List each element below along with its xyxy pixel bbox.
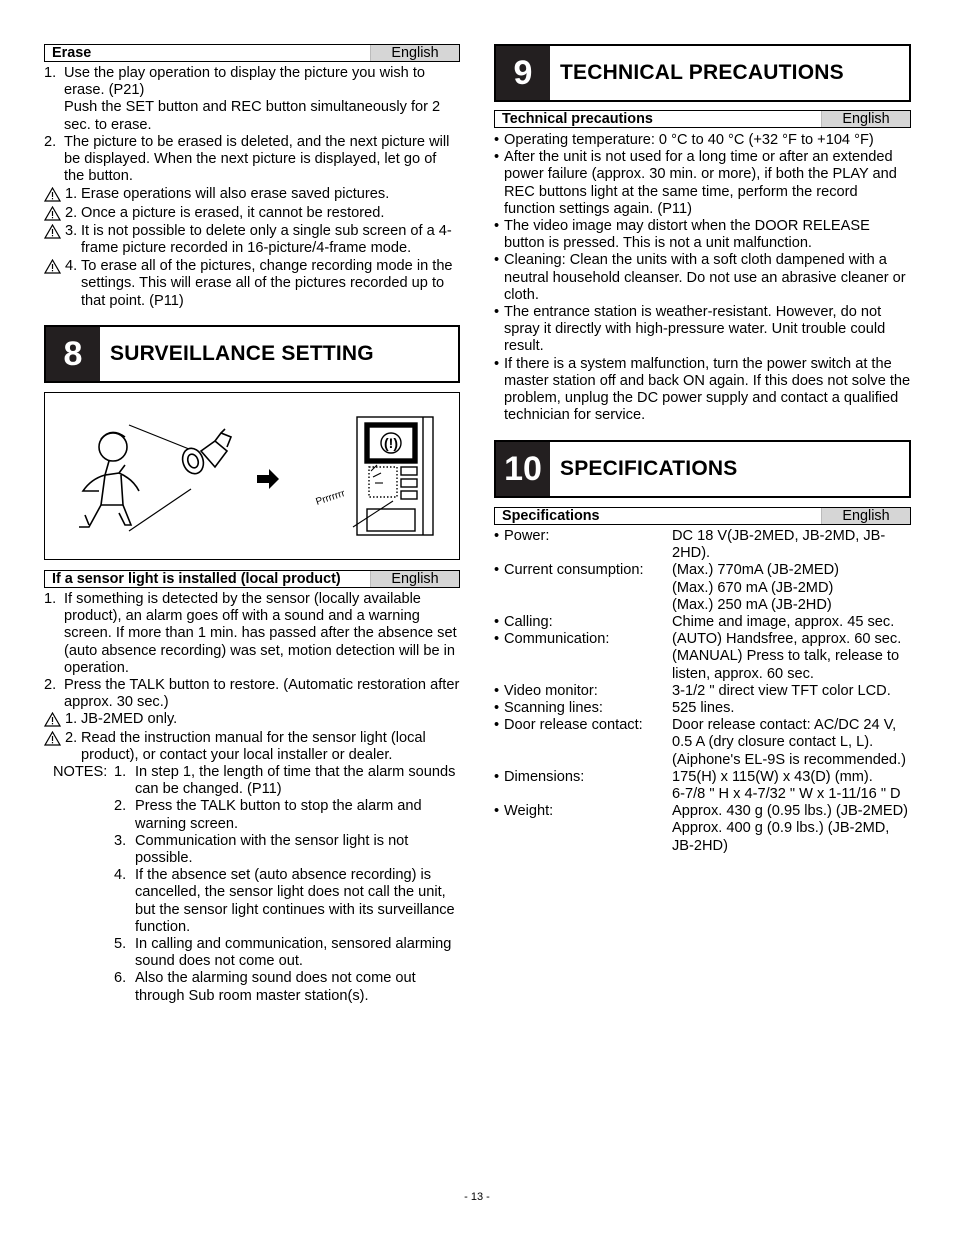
specifications-language-label: English [821, 508, 910, 524]
erase-caution-3: 3. It is not possible to delete only a single sub screen of a 4-frame picture recorded in 16-picture/4-frame mode. [44, 223, 460, 257]
notes-label: NOTES: [53, 764, 108, 781]
surveillance-note-4: 4. If the absence set (auto absence recording) is cancelled, the sensor light does not call the unit, but the sensor light continues with its surveillance function. [114, 867, 455, 935]
surveillance-caution-1: 1. JB-2MED only. [44, 711, 460, 728]
svg-text:(!): (!) [384, 435, 398, 451]
erase-caution-1: 1. Erase operations will also erase saved pictures. [44, 186, 460, 203]
section-number: 10 [496, 442, 550, 496]
erase-content [44, 65, 460, 310]
sensor-light-language-label: English [370, 571, 459, 587]
surveillance-step-1: 1. If something is detected by the sensor (locally available product), an alarm goes off with a sound and a warning screen. If more than 1 min. has passed after the absence set (auto absence recording) was set, motion detection will be in operation. [44, 591, 457, 676]
section-title: TECHNICAL PRECAUTIONS [560, 61, 844, 85]
surveillance-note-2: 2. Press the TALK button to stop the alarm and warning screen. [114, 798, 422, 832]
erase-caution-4: 4. To erase all of the pictures, change recording mode in the settings. This will erase all of the pictures recorded up to that point. (P11) [44, 258, 460, 310]
person-figure [79, 432, 139, 527]
technical-precautions-language-label: English [821, 111, 910, 127]
caution-icon [44, 259, 61, 274]
sensor-light-subheading-title: If a sensor light is installed (local product) [52, 571, 341, 587]
caution-icon [44, 224, 61, 239]
erase-subheading [44, 44, 460, 62]
precaution-item: • The video image may distort when the DOOR RELEASE button is pressed. This is not a unit malfunction. [494, 218, 870, 252]
precaution-item: • Cleaning: Clean the units with a soft cloth dampened with a neutral household cleanser. Do not use an abrasive cleaner or cloth. [494, 252, 906, 303]
technical-precautions-subheading [494, 110, 911, 128]
alarm-sound-lines [371, 465, 383, 483]
technical-precautions-subheading-title: Technical precautions [502, 111, 653, 127]
caution-icon [44, 731, 61, 746]
surveillance-note-6: 6. Also the alarming sound does not come out through Sub room master station(s). [114, 970, 416, 1004]
section-title: SPECIFICATIONS [560, 457, 738, 481]
spec-row: • Video monitor: 3-1/2 " direct view TFT color LCD. [494, 682, 891, 699]
section-8-heading [44, 325, 460, 383]
surveillance-diagram [45, 393, 459, 559]
section-10-heading [494, 440, 911, 498]
surveillance-note-1: NOTES: 1. In step 1, the length of time that the alarm sounds can be changed. (P11) [53, 764, 456, 798]
spec-row: • Power: DC 18 V(JB-2MED, JB-2MD, JB-2HD). [494, 528, 886, 562]
spec-row: • Dimensions: 175(H) x 115(W) x 43(D) (mm). 6-7/8 " H x 4-7/32 " W x 1-11/16 " D [494, 768, 901, 803]
erase-subheading-title: Erase [52, 45, 92, 61]
specifications-table [494, 528, 911, 855]
caution-icon [44, 712, 61, 727]
section-title: SURVEILLANCE SETTING [110, 342, 374, 366]
erase-step-1: 1. Use the play operation to display the picture you wish to erase. (P21) Push the SET button and REC button simultaneously for 2 sec. to erase. [44, 65, 441, 133]
spec-row: • Current consumption: (Max.) 770mA (JB-2MED) (Max.) 670 mA (JB-2MD) (Max.) 250 mA (JB-2HD) [494, 562, 840, 613]
page-number: - 13 - [464, 1191, 490, 1203]
precaution-item: • After the unit is not used for a long time or after an extended power failure (approx. 30 min. or more), if both the PLAY and REC buttons light at the same time, perform the record function settings again. (P11) [494, 149, 897, 217]
precaution-item: • Operating temperature: 0 °C to 40 °C (+32 °F to +104 °F) [494, 132, 874, 148]
surveillance-step-2: 2. Press the TALK button to restore. (Automatic restoration after approx. 30 sec.) [44, 677, 460, 711]
caution-icon [44, 187, 61, 202]
sensor-light-subheading [44, 570, 460, 588]
section-number: 9 [496, 46, 550, 100]
precaution-item: • If there is a system malfunction, turn the power switch at the master station off and back ON again. If this does not solve the problem, unplug the DC power supply and contact a qualified technician for service. [494, 355, 911, 424]
surveillance-note-5: 5. In calling and communication, sensored alarming sound does not come out. [114, 936, 452, 970]
alarm-sound-text: Prrrrrrr [314, 488, 347, 508]
spec-row: • Communication: (AUTO) Handsfree, approx. 60 sec. (MANUAL) Press to talk, release to listen, approx. 60 sec. [494, 631, 902, 682]
surveillance-note-3: 3. Communication with the sensor light is not possible. [114, 832, 409, 867]
right-arrow-icon [257, 469, 279, 489]
spec-row: • Scanning lines: 525 lines. [494, 700, 735, 717]
sensor-light-icon [179, 429, 231, 477]
section-9-heading [494, 44, 911, 102]
spec-row: • Door release contact: Door release contact: AC/DC 24 V, 0.5 A (dry closure contact L, L). (Aiphone's EL-9S is recommended.) [494, 717, 906, 768]
technical-precautions-list [494, 132, 911, 424]
surveillance-illustration [44, 392, 460, 560]
spec-row: • Calling: Chime and image, approx. 45 sec. [494, 614, 895, 631]
erase-step-2: 2. The picture to be erased is deleted, and the next picture will be displayed. When the next picture is displayed, let go of the button. [44, 133, 450, 185]
specifications-subheading-title: Specifications [502, 508, 600, 524]
spec-row: • Weight: Approx. 430 g (0.95 lbs.) (JB-2MED) Approx. 400 g (0.9 lbs.) (JB-2MD, JB-2HD) [494, 803, 909, 854]
erase-caution-2: 2. Once a picture is erased, it cannot be restored. [44, 205, 460, 222]
section-number: 8 [46, 327, 100, 381]
surveillance-content [44, 591, 460, 1005]
precaution-item: • The entrance station is weather-resistant. However, do not spray it directly with high-pressure water. Unit trouble could result. [494, 304, 886, 355]
caution-icon [44, 206, 61, 221]
surveillance-caution-2: 2. Read the instruction manual for the sensor light (local product), or contact your local installer or dealer. [44, 730, 460, 764]
erase-language-label: English [370, 45, 459, 61]
specifications-subheading [494, 507, 911, 525]
